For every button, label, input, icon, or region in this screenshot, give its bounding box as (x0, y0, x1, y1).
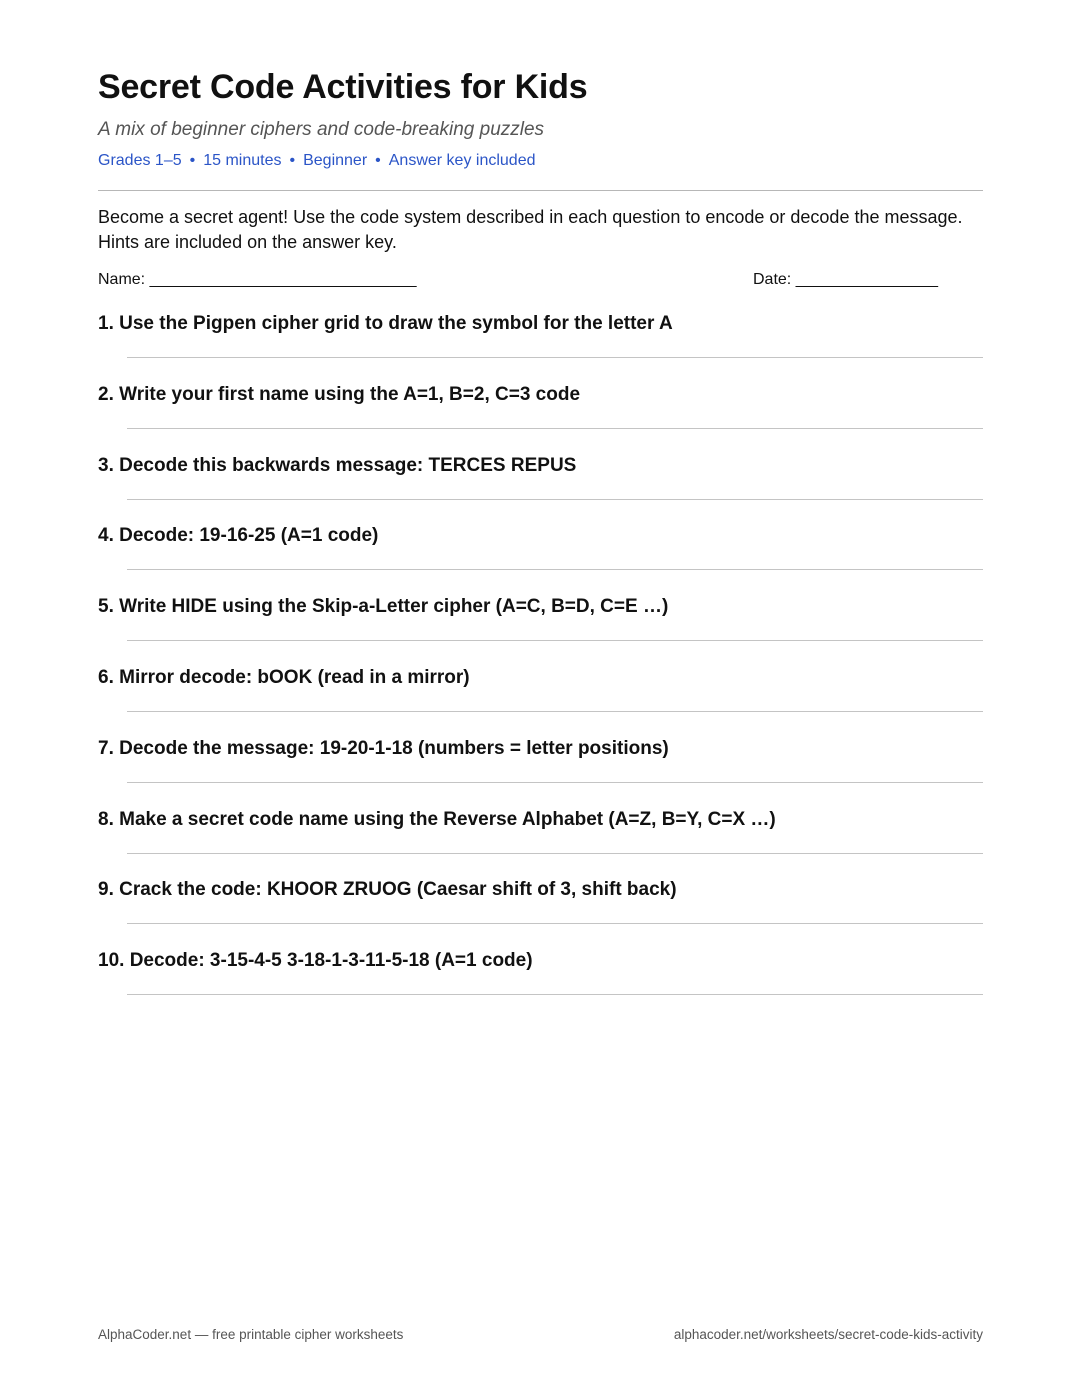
meta-level: Beginner (303, 152, 368, 169)
footer-site-name: AlphaCoder.net — free printable cipher worksheets (98, 1327, 404, 1342)
question-item (98, 804, 983, 875)
answer-line[interactable] (127, 499, 983, 500)
question-item (98, 733, 983, 804)
question-item (98, 379, 983, 450)
question-text: 1. Use the Pigpen cipher grid to draw the symbol for the letter A (98, 313, 673, 334)
question-item (98, 874, 983, 945)
question-item (98, 308, 983, 379)
student-fields (98, 268, 983, 292)
instructions: Become a secret agent! Use the code system described in each question to encode or decode the message. Hints are included on the answer key. (98, 207, 963, 252)
answer-line[interactable] (127, 428, 983, 429)
question-text: 8. Make a secret code name using the Reverse Alphabet (A=Z, B=Y, C=X …) (98, 808, 776, 830)
meta-grades: Grades 1–5 (98, 152, 182, 169)
question-item (98, 662, 983, 733)
question-text: 5. Write HIDE using the Skip-a-Letter cipher (A=C, B=D, C=E …) (98, 596, 669, 618)
question-text: 10. Decode: 3-15-4-5 3-18-1-3-11-5-18 (A=1 code) (98, 950, 533, 972)
answer-line[interactable] (127, 357, 983, 358)
meta-answer-key: Answer key included (388, 152, 536, 169)
question-text: 9. Crack the code: KHOOR ZRUOG (Caesar shift of 3, shift back) (98, 879, 677, 901)
answer-line[interactable] (127, 711, 983, 712)
question-item (98, 591, 983, 662)
answer-line[interactable] (127, 782, 983, 783)
page-subtitle: A mix of beginner ciphers and code-breaking puzzles (98, 119, 545, 140)
question-item (98, 450, 983, 521)
meta-separator: • (289, 152, 296, 169)
question-item (98, 520, 983, 591)
meta-line (98, 151, 983, 171)
question-text: 3. Decode this backwards message: TERCES REPUS (98, 454, 577, 476)
question-text: 6. Mirror decode: bOOK (read in a mirror) (98, 666, 470, 688)
answer-line[interactable] (127, 994, 983, 995)
answer-line[interactable] (127, 640, 983, 641)
answer-line[interactable] (127, 923, 983, 924)
date-field[interactable]: Date: ________________ (753, 271, 939, 288)
meta-separator: • (189, 152, 196, 169)
header-divider (98, 190, 983, 191)
question-item (98, 945, 983, 1016)
question-text: 7. Decode the message: 19-20-1-18 (numbers = letter positions) (98, 737, 669, 759)
meta-separator: • (375, 152, 381, 169)
question-text: 2. Write your first name using the A=1, B=2, C=3 code (98, 383, 581, 405)
name-field[interactable]: Name: ______________________________ (98, 271, 417, 288)
worksheet (98, 64, 983, 1016)
footer-url[interactable]: alphacoder.net/worksheets/secret-code-kids-activity (673, 1327, 983, 1342)
question-text: 4. Decode: 19-16-25 (A=1 code) (98, 525, 379, 547)
meta-duration: 15 minutes (203, 152, 282, 169)
question-list (98, 308, 983, 1016)
answer-line[interactable] (127, 569, 983, 570)
answer-line[interactable] (127, 853, 983, 854)
page-title: Secret Code Activities for Kids (98, 68, 588, 106)
